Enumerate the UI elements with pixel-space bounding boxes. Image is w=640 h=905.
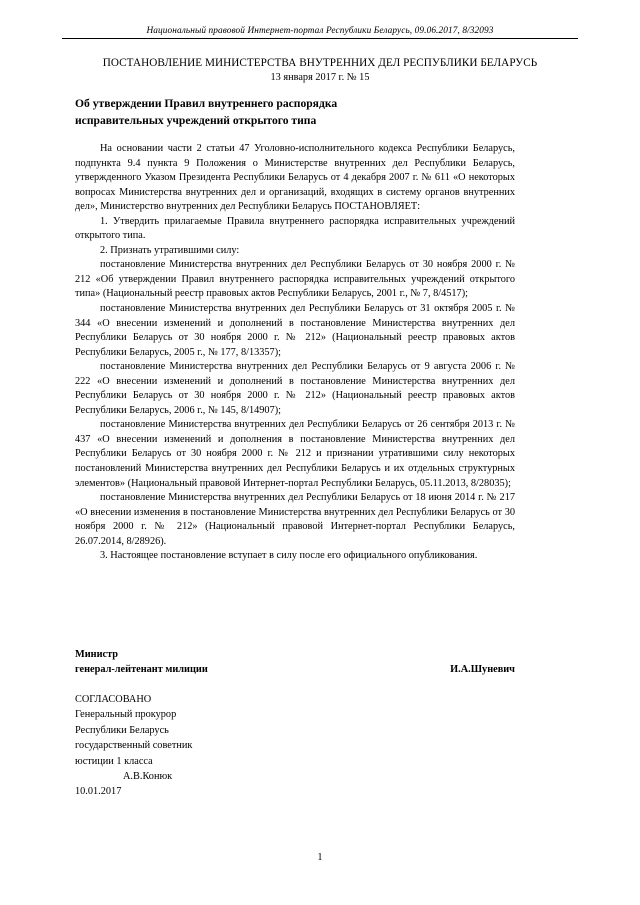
approval-date: 10.01.2017	[75, 786, 122, 798]
signatory-role: Министр	[75, 649, 118, 660]
approver-position-line-1: Генеральный прокурор	[75, 709, 177, 721]
subject-heading-line-2: исправительных учреждений открытого типа	[75, 113, 317, 127]
repealed-act-1: постановление Министерства внутренних дел Республики Беларусь от 30 ноября 2000 г. № 212 «Об утверждении Правил внутреннего распорядка исправительных учреждений открытого типа» (Национальный реестр правовых актов Республики Беларусь, 2001 г., № 7, 8/4517);	[75, 259, 515, 300]
running-header-text: Национальный правовой Интернет-портал Республики Беларусь, 09.06.2017, 8/32093	[146, 26, 494, 36]
repealed-act-3: постановление Министерства внутренних дел Республики Беларусь от 9 августа 2006 г. № 222 «О внесении изменений и дополнений в постановление Министерства внутренних дел Республики Беларусь от 30 ноября 2000 г. № 212» (Национальный реестр правовых актов Республики Беларусь, 2006 г., № 145, 8/14907);	[75, 361, 515, 416]
repealed-act-2: постановление Министерства внутренних дел Республики Беларусь от 31 октября 2005 г. № 344 «О внесении изменений и дополнений в постановление Министерства внутренних дел Республики Беларусь от 30 ноября 2000 г. № 212» (Национальный реестр правовых актов Республики Беларусь, 2005 г., № 177, 8/13357);	[75, 303, 515, 358]
item-3-paragraph: 3. Настоящее постановление вступает в силу после его официального опубликования.	[100, 550, 478, 562]
approval-label: СОГЛАСОВАНО	[75, 694, 152, 705]
signature-block	[75, 648, 515, 677]
approval-block	[75, 692, 435, 800]
repealed-act-4: постановление Министерства внутренних дел Республики Беларусь от 26 сентября 2013 г. № 437 «О внесении изменений и дополнения в постановление Министерства внутренних дел Республики Беларусь от 30 ноября 2000 г. № 212 и признании утратившими силу некоторых постановлений Министерства внутренних дел Республики Беларусь и их отдельных структурных элементов» (Национальный правовой Интернет-портал Республики Беларусь, 05.11.2013, 8/28035);	[75, 419, 515, 489]
page-number: 1	[317, 852, 323, 863]
subject-heading	[75, 96, 545, 129]
act-date-number: 13 января 2017 г. № 15	[270, 72, 370, 83]
approver-position-line-4: юстиции 1 класса	[75, 755, 153, 767]
item-2-paragraph: 2. Признать утратившими силу:	[100, 244, 240, 256]
repealed-act-5: постановление Министерства внутренних дел Республики Беларусь от 18 июня 2014 г. № 217 «О внесении изменения в постановление Министерства внутренних дел Республики Беларусь от 30 ноября 2000 г. № 212» (Национальный правовой Интернет-портал Республики Беларусь, 26.07.2014, 8/28926).	[75, 492, 515, 547]
item-1-paragraph: 1. Утвердить прилагаемые Правила внутреннего распорядка исправительных учреждений открытого типа.	[75, 215, 515, 242]
approver-position-line-2: Республики Беларусь	[75, 724, 169, 736]
document-body	[75, 142, 515, 564]
preamble-paragraph: На основании части 2 статьи 47 Уголовно-исполнительного кодекса Республики Беларусь, подпункта 9.4 пункта 9 Положения о Министерстве внутренних дел Республики Беларусь, утвержденного Указом Президента Республики Беларусь от 4 декабря 2007 г. № 611 «О некоторых вопросах Министерства внутренних дел и организаций, входящих в систему органов внутренних дел», Министерство внутренних дел Республики Беларусь ПОСТАНОВЛЯЕТ:	[75, 143, 515, 213]
signatory-row	[75, 663, 515, 678]
act-type-heading: ПОСТАНОВЛЕНИЕ МИНИСТЕРСТВА ВНУТРЕННИХ ДЕЛ РЕСПУБЛИКИ БЕЛАРУСЬ	[102, 57, 538, 69]
title-block	[62, 56, 578, 85]
running-header	[62, 26, 578, 39]
approver-position-line-3: государственный советник	[75, 740, 193, 752]
approver-name: А.В.Конюк	[123, 771, 173, 783]
signatory-rank: генерал-лейтенант милиции	[75, 663, 208, 675]
subject-heading-line-1: Об утверждении Правил внутреннего распорядка	[75, 97, 338, 110]
signatory-name: И.А.Шуневич	[450, 663, 515, 675]
